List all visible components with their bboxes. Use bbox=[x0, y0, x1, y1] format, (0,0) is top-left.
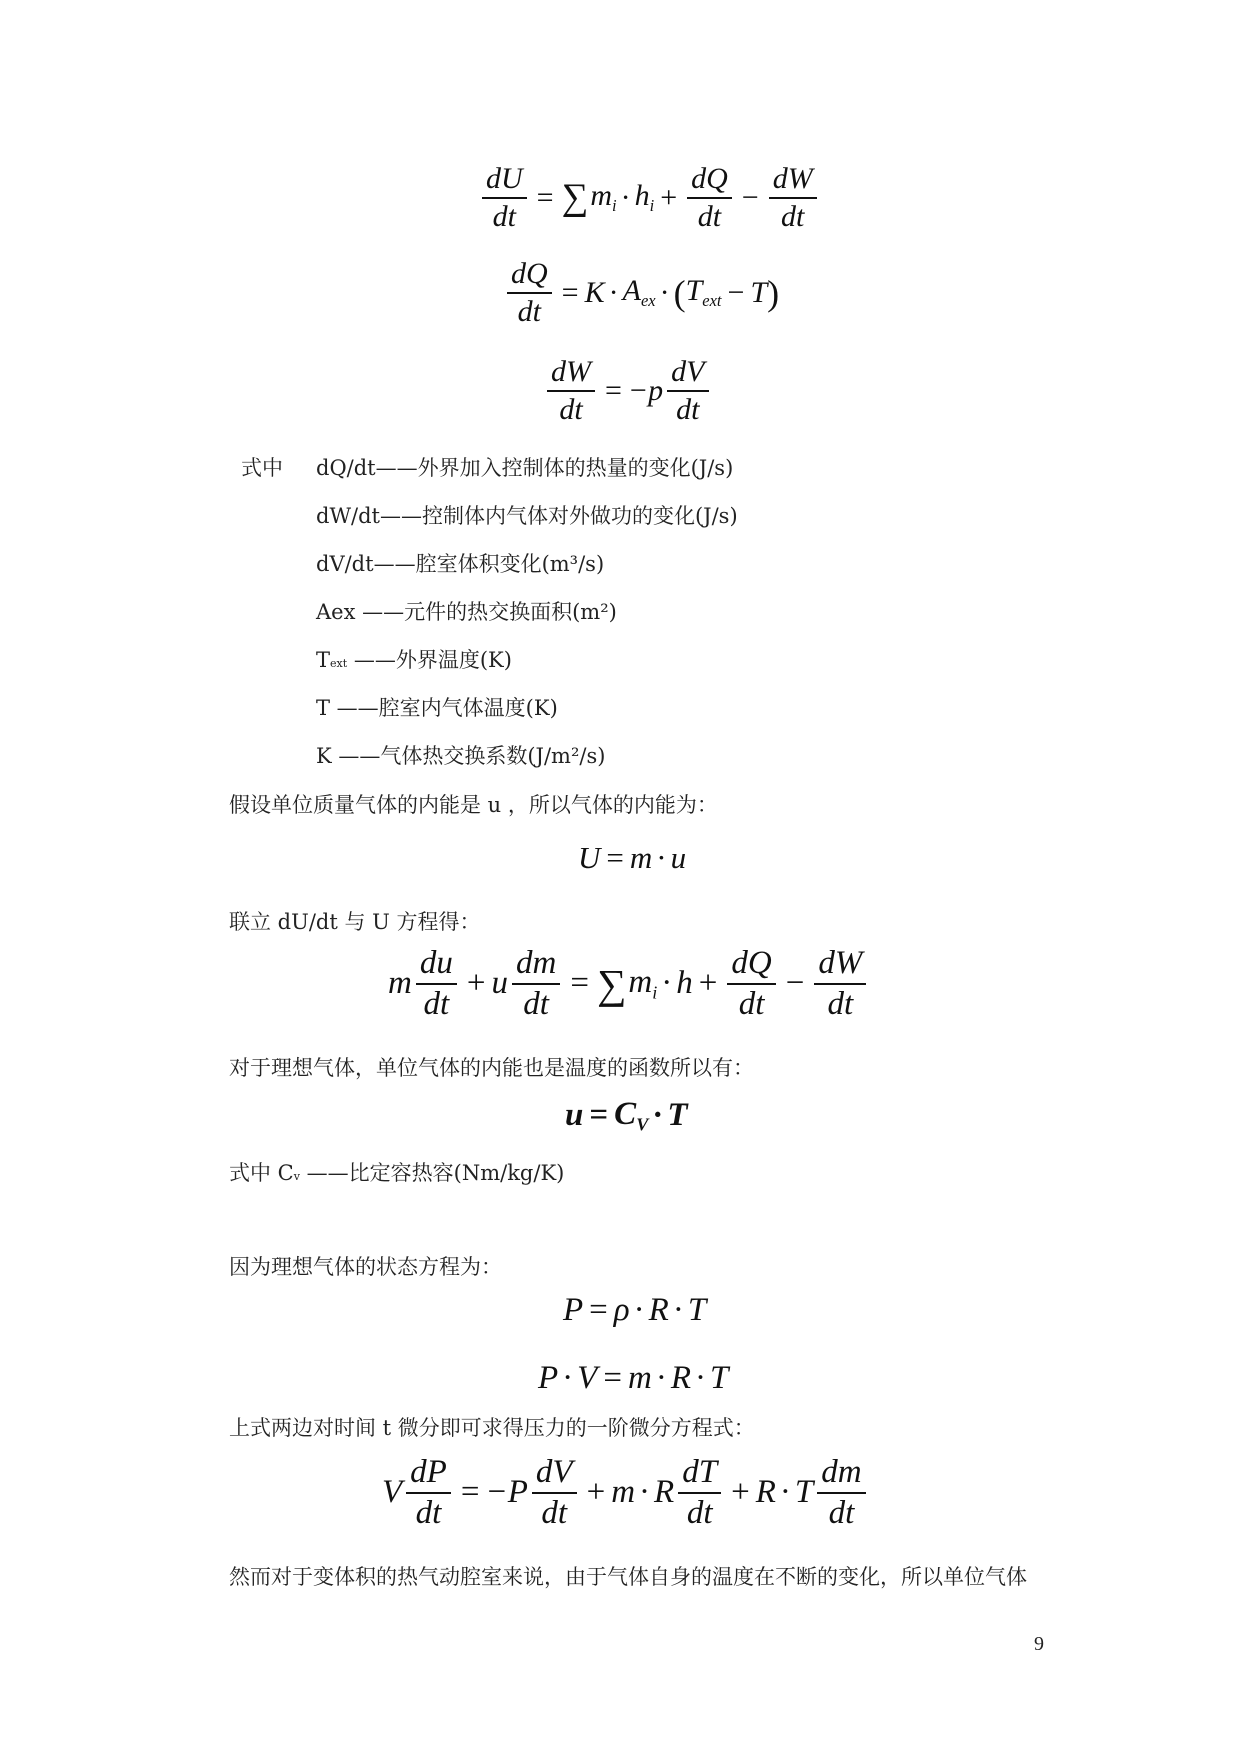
paragraph-ideal-gas: 对于理想气体，单位气体的内能也是温度的函数所以有： bbox=[229, 1056, 754, 1080]
paragraph-internal-energy: 假设单位质量气体的内能是 u ，所以气体的内能为： bbox=[229, 793, 718, 817]
definition-item: dQ/dt——外界加入控制体的热量的变化(J/s) bbox=[316, 456, 734, 480]
definition-item-text bbox=[316, 644, 512, 674]
equation-pressure-ode: V $\frac{dP}{dt}$ = −P $\frac{dV}{dt}$ + m · R $\frac{dT}{dt}$ + R · T $\frac{dm}{dt}$ bbox=[382, 1455, 870, 1530]
equation-state-density: P = ρ · R · T bbox=[563, 1292, 707, 1328]
text-symbol: T bbox=[316, 648, 331, 672]
text-description: ——外界温度(K) bbox=[353, 648, 512, 672]
page-number: 9 bbox=[1034, 1633, 1044, 1655]
definitions-prefix: 式中 bbox=[241, 456, 283, 480]
paragraph-variable-volume: 然而对于变体积的热气动腔室来说，由于气体自身的温度在不断的变化，所以单位气体 bbox=[229, 1565, 1027, 1589]
definition-item: Aex ——元件的热交换面积(m²) bbox=[316, 600, 617, 624]
equation-heat-transfer: $\frac{dQ}{dt}$ = K · $A_{ex}$ · ( $T_{ext}$ − T ) bbox=[503, 258, 779, 327]
text-subscript: ext bbox=[330, 657, 348, 670]
paragraph-combine: 联立 dU/dt 与 U 方程得： bbox=[229, 910, 481, 934]
cv-description: ——比定容热容(Nm/kg/K) bbox=[299, 1161, 565, 1185]
cv-definition bbox=[229, 1157, 564, 1187]
definition-item: K ——气体热交换系数(J/m²/s) bbox=[316, 744, 606, 768]
definition-item: dV/dt——腔室体积变化(m³/s) bbox=[316, 552, 605, 576]
equation-internal-energy: U = m · u bbox=[578, 840, 687, 875]
equation-work: $\frac{dW}{dt}$ = −p $\frac{dV}{dt}$ bbox=[543, 356, 713, 425]
equation-state-volume: P · V = m · R · T bbox=[538, 1360, 729, 1396]
definition-item: T ——腔室内气体温度(K) bbox=[316, 696, 558, 720]
cv-subscript: v bbox=[293, 1170, 300, 1183]
paragraph-state-equation: 因为理想气体的状态方程为： bbox=[229, 1255, 502, 1279]
equation-combined: m $\frac{du}{dt}$ + u $\frac{dm}{dt}$ = ∑ $m_i$ · h + $\frac{dQ}{dt}$ − $\frac{dW}{dt}$ bbox=[388, 946, 870, 1021]
cv-prefix: 式中 C bbox=[229, 1161, 294, 1185]
definition-item: dW/dt——控制体内气体对外做功的变化(J/s) bbox=[316, 504, 738, 528]
equation-cv: u = $C_V$ · T bbox=[565, 1096, 688, 1135]
paragraph-differentiate: 上式两边对时间 t 微分即可求得压力的一阶微分方程式： bbox=[229, 1416, 755, 1440]
equation-energy-balance: $\frac{dU}{dt}$ = ∑ $m_i$ · $h_i$ + $\frac{dQ}{dt}$ − $\frac{dW}{dt}$ bbox=[478, 163, 821, 232]
